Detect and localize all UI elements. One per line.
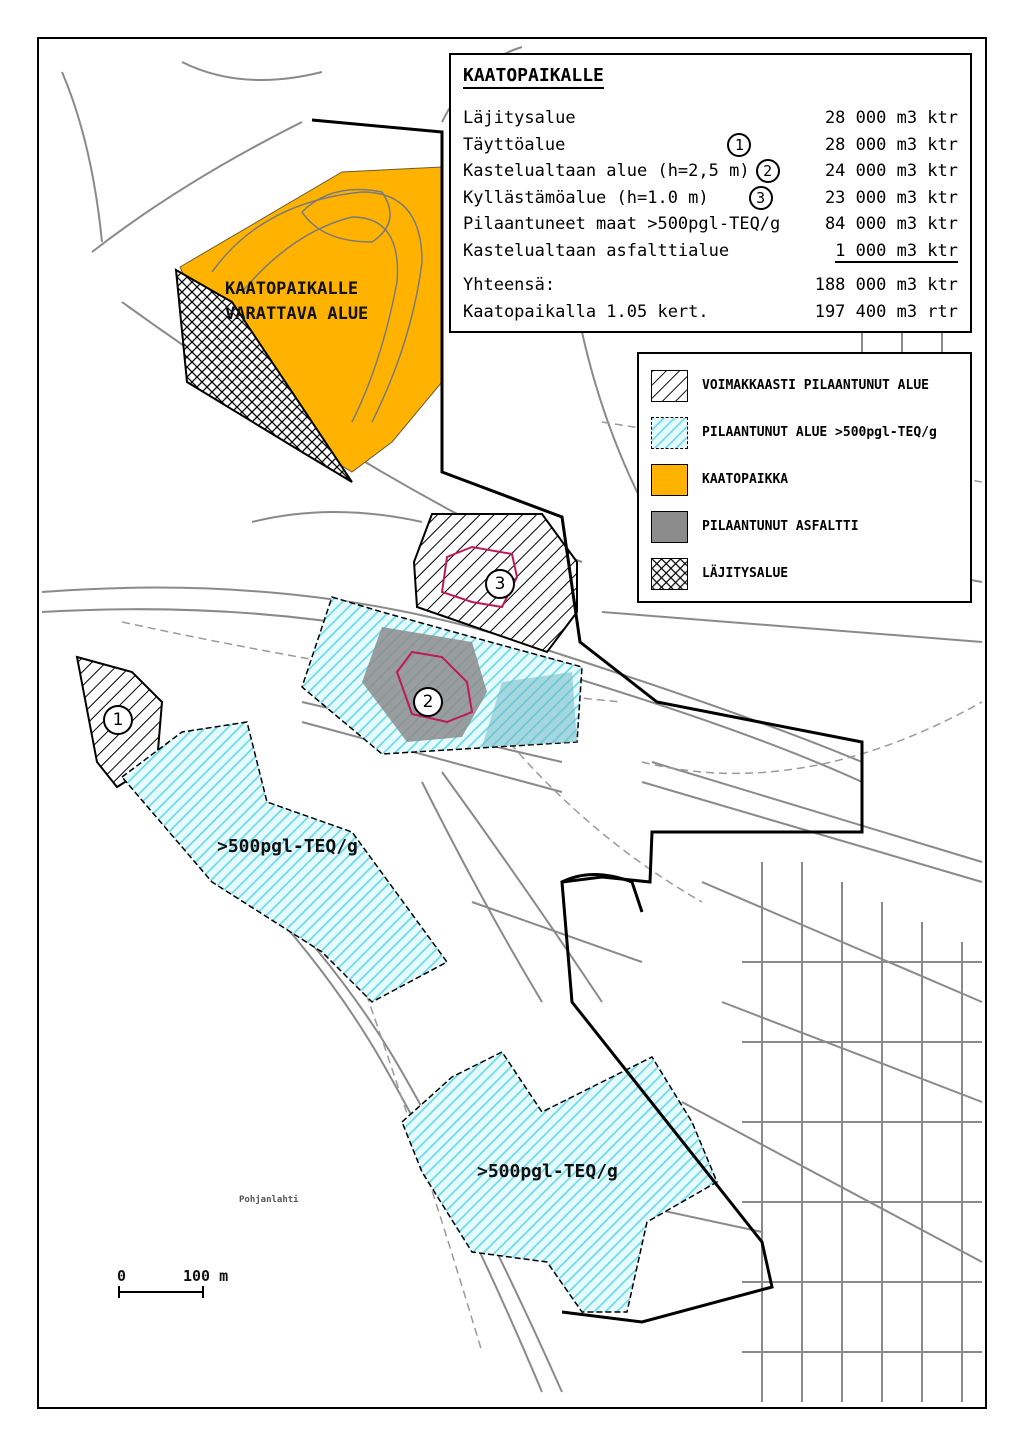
- row-value: [808, 241, 958, 261]
- legend-label: VOIMAKKAASTI PILAANTUNUT ALUE: [702, 378, 929, 393]
- orange-swatch: [651, 464, 688, 496]
- area-3-marker: 3: [485, 569, 515, 599]
- row-value: 28 000 m3 ktr: [824, 134, 958, 155]
- black-hatch-swatch: [651, 370, 688, 402]
- row-value: 24 000 m3 ktr: [824, 161, 958, 182]
- summary-row: [463, 132, 958, 159]
- landfill-label-line2: VARATTAVA ALUE: [225, 304, 369, 324]
- summary-row: [463, 211, 958, 238]
- contaminated-area-south: [402, 1052, 717, 1312]
- contaminated-label-south: >500pgl-TEQ/g: [477, 1161, 618, 1182]
- crosshatch-swatch: [651, 558, 688, 590]
- landfill-value: 197 400 m3 rtr: [814, 301, 958, 322]
- place-name-label: Pohjanlahti: [239, 1195, 299, 1205]
- scale-length-label: 100 m: [183, 1267, 229, 1285]
- area-2-marker: 2: [413, 687, 443, 717]
- row-label: Kyllästämöalue (h=1.0 m): [463, 187, 709, 208]
- row-value: 84 000 m3 ktr: [824, 214, 958, 235]
- summary-title: KAATOPAIKALLE: [463, 65, 604, 89]
- row-label: Kastelualtaan asfalttialue: [463, 240, 730, 261]
- grey-swatch: [651, 511, 688, 543]
- cyan-hatch-swatch: [651, 417, 688, 449]
- landfill-label-line1: KAATOPAIKALLE: [225, 279, 359, 299]
- legend-item: [651, 550, 958, 597]
- row-marker: 3: [749, 186, 773, 210]
- summary-row: [463, 185, 958, 212]
- area-1-marker: 1: [103, 705, 133, 735]
- map-frame: [37, 37, 987, 1409]
- legend-item: [651, 503, 958, 550]
- legend-label: PILAANTUNUT ALUE >500pgl-TEQ/g: [702, 425, 937, 440]
- scale-zero: 0: [117, 1267, 127, 1285]
- summary-landfill-row: [463, 299, 958, 326]
- summary-total-row: [463, 272, 958, 299]
- summary-row: [463, 158, 958, 185]
- legend-item: [651, 409, 958, 456]
- row-value-text: 1 000 m3 ktr: [835, 240, 958, 261]
- summary-row: [463, 238, 958, 265]
- row-label: Pilaantuneet maat >500pgl-TEQ/g: [463, 214, 781, 235]
- row-label: Täyttöalue: [463, 134, 566, 155]
- row-value: 28 000 m3 ktr: [824, 108, 958, 129]
- row-marker: 1: [727, 133, 751, 157]
- total-value: 188 000 m3 ktr: [814, 275, 958, 296]
- summary-divider: [463, 264, 958, 272]
- summary-row: [463, 105, 958, 132]
- legend-item: [651, 456, 958, 503]
- total-label: Yhteensä:: [463, 275, 556, 296]
- row-marker: 2: [756, 159, 780, 183]
- contaminated-label-west: >500pgl-TEQ/g: [217, 836, 358, 857]
- legend-item: [651, 362, 958, 409]
- volume-summary-table: [449, 53, 972, 333]
- landfill-label: Kaatopaikalla 1.05 kert.: [463, 301, 709, 322]
- row-value: 23 000 m3 ktr: [824, 187, 958, 208]
- legend-label: LÄJITYSALUE: [702, 566, 789, 581]
- row-label: Läjitysalue: [463, 108, 576, 129]
- scale-bar: [117, 1285, 207, 1299]
- legend-label: PILAANTUNUT ASFALTTI: [702, 519, 859, 534]
- legend-label: KAATOPAIKKA: [702, 472, 789, 487]
- contaminated-area-west: [122, 722, 447, 1002]
- row-label: Kastelualtaan alue (h=2,5 m): [463, 161, 750, 182]
- map-legend: [637, 352, 972, 603]
